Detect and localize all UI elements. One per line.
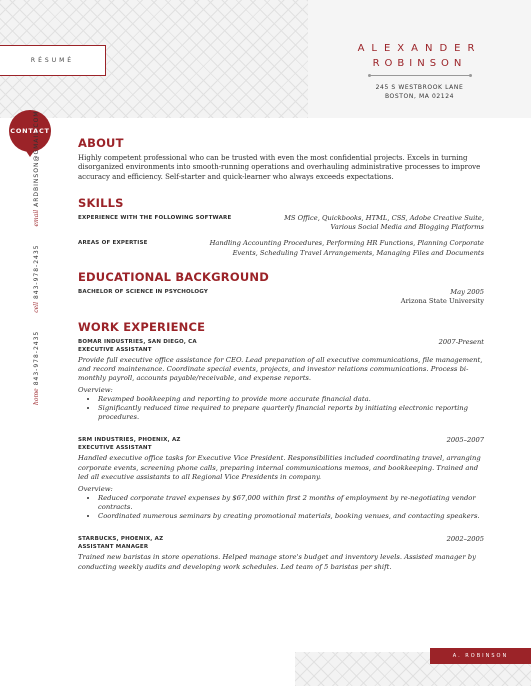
skills-title: SKILLS <box>78 195 124 210</box>
last-name: ROBINSON <box>372 58 467 69</box>
job-role: ASSISTANT MANAGER <box>78 544 149 551</box>
job-header <box>78 338 484 354</box>
cell-phone: 843-978-2435 <box>33 244 40 300</box>
footer-name: A. ROBINSON <box>452 653 509 659</box>
resume-label: RÉSUMÉ <box>30 57 75 64</box>
contact-badge <box>9 110 51 152</box>
job-entry <box>78 535 484 571</box>
job-bullet: • Revamped bookkeeping and reporting to provide more accurate financial data. <box>98 395 484 404</box>
overview-label: Overview: <box>78 485 113 494</box>
job-description: Handled executive office tasks for Executive Vice President. Responsibilities included coordinating travel, arranging corporate events, screening phone calls, preparing internal communications memos, and bookkeeping. Trained and led all executive assistants to all Regional Vice Presidents in company. <box>78 454 481 481</box>
about-section <box>78 136 484 182</box>
education-section <box>78 270 484 307</box>
job-bullets <box>78 395 484 422</box>
job-bullet: • Reduced corporate travel expenses by $67,000 within first 2 months of employment by re-negotiating vendor contracts. <box>98 494 484 512</box>
job-bullets <box>78 494 484 521</box>
job-company: BOMAR INDUSTRIES, SAN DIEGO, CA <box>78 338 197 345</box>
name-block <box>308 0 531 118</box>
home-phone: 843-978-2435 <box>33 330 40 386</box>
skill-row <box>78 214 484 233</box>
school: Arizona State University <box>400 297 484 306</box>
job-dates: 2002–2005 <box>446 535 484 544</box>
skill-value-line: Handling Accounting Procedures, Performing HR Functions, Planning Corporate <box>209 239 484 248</box>
job-entry <box>78 436 484 521</box>
job-company: SRM INDUSTRIES, PHOENIX, AZ <box>78 437 181 444</box>
about-text: Highly competent professional who can be trusted with even the most confidential projects. Excels in turning disorganized environments into smooth-running operations and overhauling administrative processes to improve accuracy and efficiency. Self-starter and quick-learner who always exceeds expectations. <box>78 154 481 181</box>
education-title: EDUCATIONAL BACKGROUND <box>78 270 269 285</box>
job-bullet: • Significantly reduced time required to prepare quarterly financial reports by initiating electronic reporting procedures. <box>98 404 484 422</box>
skill-row <box>78 239 484 258</box>
skill-value-line: Various Social Media and Blogging Platforms <box>330 223 484 232</box>
footer-name-bar <box>430 648 531 664</box>
skill-value <box>210 239 484 258</box>
job-description: Provide full executive office assistance for CEO. Lead preparation of all executive communications, file management, and record maintenance. Coordinate special events, projects, and investor relations communications. Process bi-monthly payroll, accounts payable/receivable, and expense reports. <box>78 355 483 383</box>
first-name: ALEXANDER <box>357 43 482 54</box>
degree: BACHELOR OF SCIENCE IN PSYCHOLOGY <box>78 289 209 296</box>
job-header <box>78 436 484 452</box>
skill-value-line: MS Office, Quickbooks, HTML, CSS, Adobe Creative Suite, <box>284 213 484 222</box>
address-line2: BOSTON, MA 02124 <box>384 93 455 100</box>
education-date: May 2005 <box>450 288 484 297</box>
job-dates: 2005–2007 <box>446 436 484 445</box>
work-title: WORK EXPERIENCE <box>78 319 206 334</box>
job-role: EXECUTIVE ASSISTANT <box>78 445 152 452</box>
education-details <box>401 288 484 307</box>
job-company: STARBUCKS, PHOENIX, AZ <box>78 536 164 543</box>
education-row <box>78 288 484 307</box>
contact-info-vertical <box>33 111 40 405</box>
job-bullet: • Coordinated numerous seminars by creating promotional materials, booking venues, and contacting speakers. <box>98 512 484 521</box>
job-dates: 2007-Present <box>438 337 484 346</box>
address-line1: 245 S WESTBROOK LANE <box>375 84 464 91</box>
skills-section <box>78 196 484 258</box>
job-description: Trained new baristas in store operations. Helped manage store's budget and inventory levels. Assisted manager by conducting weekly audits and developing work schedules. Led team of 5 baristas per shift. <box>78 553 476 571</box>
resume-label-box <box>0 45 106 76</box>
resume-content <box>78 136 484 572</box>
home-tag: home <box>33 388 40 405</box>
skill-value <box>284 214 484 233</box>
work-section <box>78 320 484 572</box>
email-tag: email <box>33 209 40 227</box>
job-role: EXECUTIVE ASSISTANT <box>78 346 152 353</box>
skill-label: AREAS OF EXPERTISE <box>78 240 148 247</box>
email-address: ARDBINSON@GMAIL.COM <box>33 110 40 207</box>
overview-label: Overview: <box>78 386 113 395</box>
name-divider <box>370 75 470 76</box>
about-title: ABOUT <box>78 136 124 150</box>
contact-label: CONTACT <box>10 127 50 135</box>
job-header <box>78 535 484 551</box>
skill-label: EXPERIENCE WITH THE FOLLOWING SOFTWARE <box>78 214 232 221</box>
job-entry <box>78 338 484 423</box>
cell-tag: cell <box>33 302 40 313</box>
skill-value-line: Events, Scheduling Travel Arrangements, Managing Files and Documents <box>232 248 484 257</box>
